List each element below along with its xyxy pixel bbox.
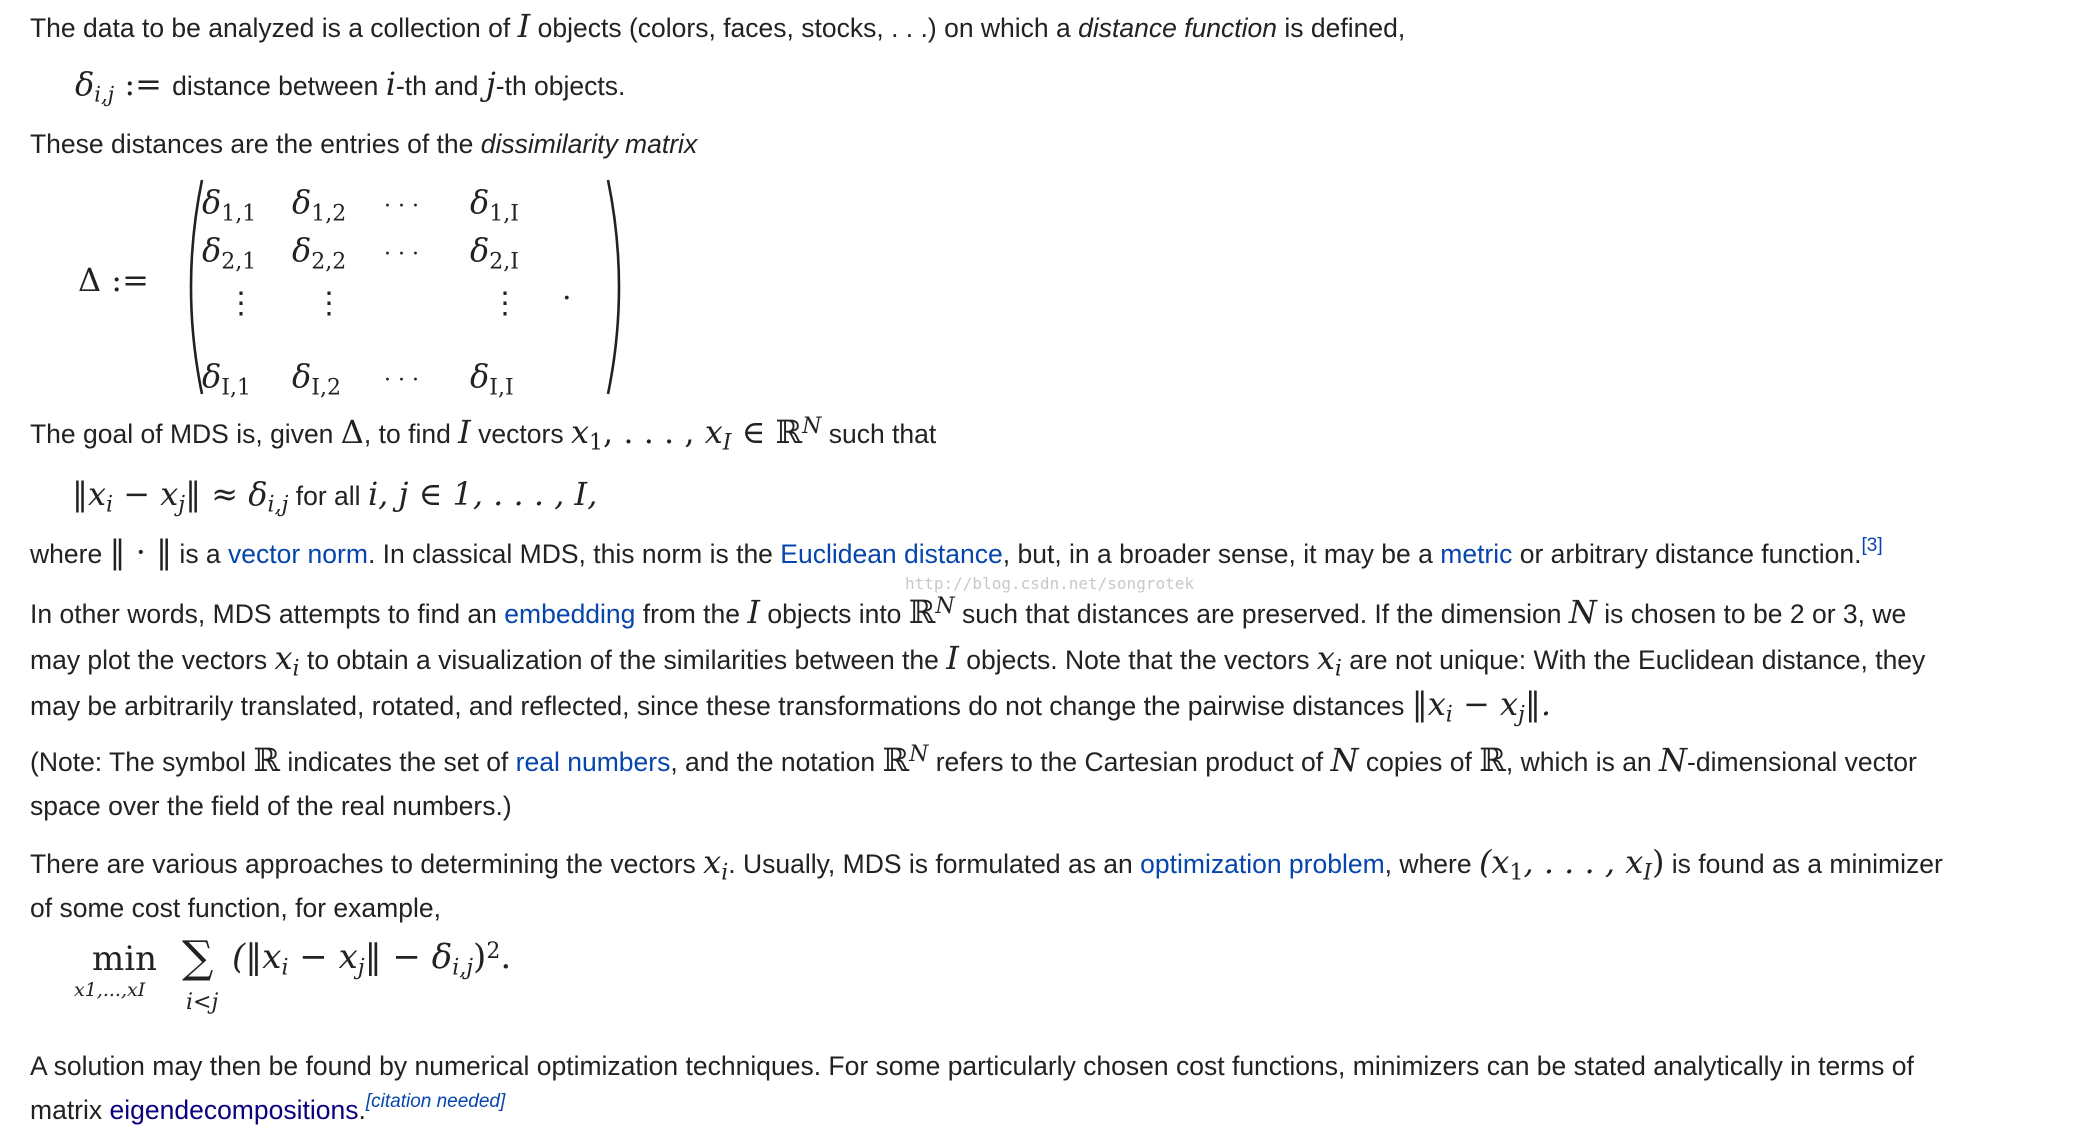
- text: .: [358, 1095, 366, 1125]
- math-norm: ‖.: [1524, 685, 1551, 723]
- math-var: j: [485, 65, 496, 103]
- matrix-entry-symbol: δ: [470, 183, 490, 221]
- matrix-entry-symbol: δ: [202, 231, 222, 269]
- matrix-entry: [202, 182, 257, 227]
- text: is found as a minimizer: [1664, 849, 1943, 879]
- math-min: min: [92, 939, 158, 979]
- text: or arbitrary distance function.: [1512, 539, 1862, 569]
- matrix-entry-symbol: · · ·: [384, 242, 419, 267]
- math-sub: i: [281, 955, 289, 981]
- math-sub: 1: [1509, 860, 1524, 886]
- matrix-hdots: [384, 230, 419, 275]
- text: refers to the Cartesian product of: [928, 747, 1331, 777]
- text: , which is an: [1505, 747, 1660, 777]
- text: objects into: [760, 599, 909, 629]
- math-reals: ℝ: [882, 741, 910, 779]
- math-text: ‖ ≈ δ: [185, 475, 268, 513]
- dissimilarity-matrix: [78, 176, 598, 401]
- emphasis-term: distance function: [1078, 13, 1278, 43]
- matrix-entry-symbol: δ: [292, 231, 312, 269]
- citation-needed-link[interactable]: [citation needed]: [365, 1091, 506, 1112]
- math-sub: i: [106, 492, 114, 518]
- math-norm: ‖x: [1411, 685, 1446, 723]
- reference-link[interactable]: [3]: [1861, 535, 1883, 556]
- matrix-entry-symbol: δ: [202, 357, 222, 395]
- math-op: ∈: [731, 413, 776, 451]
- math-sup: 2: [486, 939, 501, 965]
- math-sub: j: [178, 492, 186, 518]
- matrix-entry: [292, 182, 347, 227]
- matrix-entry-symbol: · · ·: [384, 194, 419, 219]
- line: space over the field of the real numbers.): [30, 791, 512, 821]
- math-text: ‖ − δ: [364, 937, 453, 977]
- line: of some cost function, for example,: [30, 893, 441, 923]
- line: [30, 590, 2060, 636]
- math-sum: ∑: [182, 932, 214, 983]
- matrix-entry: [470, 230, 519, 275]
- text: is chosen to be 2 or 3, we: [1596, 599, 1907, 629]
- goal-paragraph: [30, 410, 2060, 456]
- math-sub: I: [722, 430, 732, 456]
- math-var: x: [570, 413, 589, 451]
- text: The goal of MDS is, given: [30, 419, 341, 449]
- text: may plot the vectors: [30, 645, 275, 675]
- matrix-entry-index: I,2: [311, 375, 341, 401]
- math-text: ): [473, 937, 487, 977]
- math-sub: i: [1334, 656, 1342, 682]
- link-optimization-problem[interactable]: optimization problem: [1140, 849, 1385, 879]
- distance-condition: [72, 472, 597, 518]
- text: , where: [1384, 849, 1479, 879]
- text: indicates the set of: [279, 747, 516, 777]
- text: -th objects.: [495, 71, 626, 101]
- math-var: x: [704, 413, 723, 451]
- math-sum-subscript: i<j: [186, 990, 219, 1015]
- text: where: [30, 539, 110, 569]
- math-var: i: [385, 65, 396, 103]
- link-euclidean-distance[interactable]: Euclidean distance: [780, 539, 1003, 569]
- text: are not unique: With the Euclidean distance, they: [1341, 645, 1926, 675]
- math-sub: j: [1518, 702, 1525, 728]
- watermark: http://blog.csdn.net/songrotek: [905, 574, 1194, 593]
- text: is defined,: [1277, 13, 1406, 43]
- math-reals: ℝ: [908, 593, 936, 631]
- text: from the: [635, 599, 748, 629]
- math-var: I: [458, 413, 471, 451]
- math-delta: δ: [75, 65, 95, 103]
- intro-paragraph: [30, 4, 2060, 50]
- math-var: x: [703, 843, 722, 881]
- text: . Usually, MDS is formulated as an: [728, 849, 1141, 879]
- math-sub: 1: [589, 430, 603, 456]
- matrix-entry-index: 2,2: [311, 249, 347, 275]
- matrix-entry-symbol: δ: [202, 183, 222, 221]
- line: [30, 1088, 2060, 1132]
- matrix-entry-symbol: δ: [292, 357, 312, 395]
- emphasis-term: dissimilarity matrix: [480, 129, 698, 159]
- math-text: , . . . ,: [603, 413, 705, 451]
- math-reals: ℝ: [775, 413, 803, 451]
- text: such that distances are preserved. If the dimension: [954, 599, 1569, 629]
- matrix-entry: [292, 230, 347, 275]
- math-sub: i: [292, 656, 300, 682]
- math-var: N: [1330, 741, 1359, 779]
- math-sub: i,j: [267, 492, 289, 518]
- link-vector-norm[interactable]: vector norm: [228, 539, 368, 569]
- matrix-intro-paragraph: [30, 122, 2060, 166]
- reals-note-paragraph: [30, 738, 2060, 828]
- line: A solution may then be found by numerical optimization techniques. For some particularly chosen cost functions, minimizers can be stated analytically in terms of: [30, 1051, 1914, 1081]
- matrix-entry-index: I,I: [489, 375, 514, 401]
- text: , but, in a broader sense, it may be a: [1002, 539, 1441, 569]
- math-tuple: ): [1651, 843, 1665, 881]
- math-var: x: [1316, 639, 1335, 677]
- text: for all: [288, 481, 368, 511]
- vdots: ⋮: [490, 286, 520, 321]
- math-sub: I: [1643, 860, 1652, 886]
- text: (Note: The symbol: [30, 747, 254, 777]
- line: [30, 636, 2060, 682]
- math-text: (‖x: [232, 937, 282, 977]
- text: , to find: [363, 419, 459, 449]
- matrix-entry-index: 1,1: [221, 201, 257, 227]
- math-text: − x: [113, 475, 179, 513]
- link-eigendecompositions[interactable]: eigendecompositions: [109, 1095, 359, 1125]
- matrix-entry: [292, 356, 341, 401]
- text: -dimensional vector: [1687, 747, 1917, 777]
- matrix-entry-index: 1,2: [311, 201, 347, 227]
- vdots: ⋮: [314, 286, 344, 321]
- text: -th and: [395, 71, 486, 101]
- matrix-lhs: Δ :=: [78, 261, 149, 299]
- math-delta: Δ: [340, 413, 364, 451]
- math-sup: N: [802, 414, 822, 440]
- math-sub: i: [721, 860, 729, 886]
- math-var: I: [747, 593, 760, 631]
- math-range: i, j ∈ 1, . . . , I,: [367, 475, 598, 513]
- math-summand: [232, 935, 511, 981]
- matrix-entry: [470, 356, 514, 401]
- math-assign: :=: [114, 65, 173, 103]
- math-reals: ℝ: [253, 741, 280, 779]
- math-min-subscript: x1,...,xI: [74, 979, 146, 1001]
- distance-definition: [75, 62, 625, 108]
- math-var: N: [1659, 741, 1688, 779]
- matrix-entry-index: 1,I: [489, 201, 519, 227]
- matrix-entry: [470, 182, 519, 227]
- matrix-hdots: [384, 356, 419, 401]
- math-norm: ‖ · ‖: [109, 533, 173, 571]
- text: matrix: [30, 1095, 110, 1125]
- matrix-entry-index: 2,I: [489, 249, 519, 275]
- matrix-entry-symbol: δ: [292, 183, 312, 221]
- solution-paragraph: [30, 1044, 2060, 1132]
- text: distance between: [172, 71, 386, 101]
- text: to obtain a visualization of the similarities between the: [299, 645, 947, 675]
- cost-function-formula: [72, 932, 592, 1035]
- text: may be arbitrarily translated, rotated, and reflected, since these transformations do not change the pairwise distances: [30, 691, 1412, 721]
- text: The data to be analyzed is a collection of: [30, 13, 518, 43]
- math-sup: N: [909, 742, 929, 768]
- math-norm: ‖x: [72, 475, 107, 513]
- math-tuple: (x: [1478, 843, 1510, 881]
- matrix-entry-symbol: δ: [470, 357, 490, 395]
- math-text: .: [500, 937, 512, 977]
- link-metric[interactable]: metric: [1440, 539, 1513, 569]
- matrix-entry-symbol: · · ·: [384, 368, 419, 393]
- text: There are various approaches to determining the vectors: [30, 849, 704, 879]
- math-var: I: [517, 7, 531, 45]
- text: objects. Note that the vectors: [958, 645, 1317, 675]
- math-sub: i,j: [94, 82, 115, 107]
- optimization-paragraph: [30, 840, 2060, 930]
- line: [30, 682, 2060, 728]
- matrix-entry-index: I,1: [221, 375, 251, 401]
- line: [30, 840, 2060, 886]
- text: In other words, MDS attempts to find an: [30, 599, 505, 629]
- matrix-hdots: [384, 182, 419, 227]
- matrix-entry: [202, 230, 257, 275]
- math-var: x: [274, 639, 293, 677]
- link-embedding[interactable]: embedding: [504, 599, 636, 629]
- vdots: ⋮: [226, 286, 256, 321]
- text: . In classical MDS, this norm is the: [367, 539, 781, 569]
- matrix-entry-index: 2,1: [221, 249, 257, 275]
- math-sub: i: [1445, 702, 1453, 728]
- text: These distances are the entries of the: [30, 129, 481, 159]
- math-tuple: , . . . , x: [1523, 843, 1644, 881]
- embedding-paragraph: [30, 590, 2060, 728]
- text: , and the notation: [670, 747, 883, 777]
- math-var: N: [1568, 593, 1597, 631]
- math-var: I: [946, 639, 959, 677]
- matrix-entry: [202, 356, 251, 401]
- math-sup: N: [935, 594, 955, 620]
- text: vectors: [470, 419, 571, 449]
- math-text: − x: [288, 937, 358, 977]
- matrix-entry-symbol: δ: [470, 231, 490, 269]
- text: such that: [821, 419, 937, 449]
- text: objects (colors, faces, stocks, . . .) on which a: [530, 13, 1079, 43]
- link-real-numbers[interactable]: real numbers: [515, 747, 671, 777]
- text: copies of: [1358, 747, 1480, 777]
- math-sub: i,j: [452, 955, 474, 981]
- norm-paragraph: [30, 530, 2060, 576]
- math-sub: j: [357, 955, 365, 981]
- math-reals: ℝ: [1479, 741, 1506, 779]
- text: is a: [172, 539, 229, 569]
- line: [30, 738, 2060, 784]
- math-text: − x: [1452, 685, 1518, 723]
- matrix-period: .: [562, 272, 572, 307]
